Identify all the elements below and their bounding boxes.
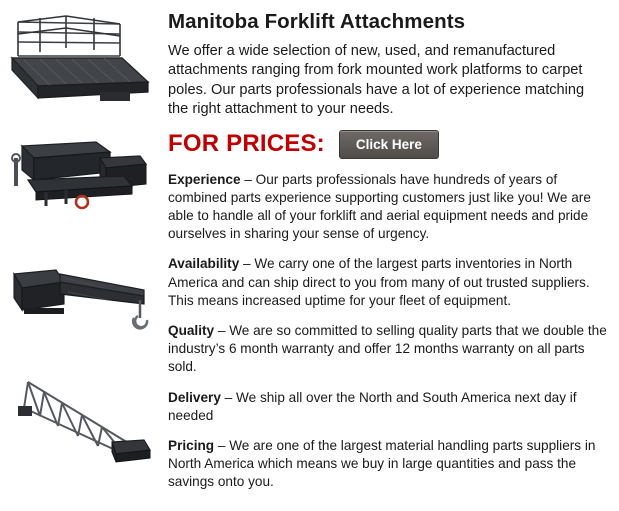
- click-here-button[interactable]: Click Here: [339, 130, 439, 159]
- feature-availability: [168, 255, 607, 310]
- feature-dash-experience: –: [240, 171, 256, 187]
- gallery-item-work-platform-cage[interactable]: [4, 8, 156, 112]
- feature-quality: [168, 322, 607, 377]
- fork-mounted-carriage-icon: [4, 128, 156, 232]
- feature-pricing: [168, 437, 607, 492]
- product-image-gallery: [0, 0, 160, 511]
- content-column: [160, 0, 619, 511]
- intro-paragraph: We offer a wide selection of new, used, and remanufactured attachments ranging from fork mounted work platforms to carpet poles. Our parts professionals have a lot of experience matching the right attachment to your needs.: [168, 43, 585, 118]
- feature-dash-pricing: –: [214, 438, 230, 454]
- feature-delivery: [168, 389, 607, 425]
- feature-text-delivery: We ship all over the North and South America next day if needed: [168, 389, 577, 423]
- feature-dash-quality: –: [214, 323, 230, 339]
- feature-title-experience: Experience: [168, 171, 241, 187]
- feature-title-delivery: Delivery: [168, 389, 221, 405]
- feature-experience: [168, 171, 607, 244]
- feature-text-availability: We carry one of the largest parts inventories in North America and can ship direct to you from many of out trusted suppliers. This means increased uptime for your fleet of equipment.: [168, 256, 590, 308]
- page-title: Manitoba Forklift Attachments: [168, 10, 466, 33]
- boom-crane-jib-icon: [4, 248, 156, 352]
- feature-dash-availability: –: [239, 256, 255, 272]
- for-prices-label: FOR PRICES:: [168, 130, 325, 158]
- feature-title-pricing: Pricing: [168, 438, 215, 454]
- feature-dash-delivery: –: [220, 389, 237, 405]
- gallery-item-fork-mounted-carriage[interactable]: [4, 128, 156, 232]
- gallery-item-boom-crane-jib[interactable]: [4, 248, 156, 352]
- prices-call-to-action: [168, 130, 607, 159]
- feature-text-pricing: We are one of the largest material handling parts suppliers in North America which means we buy in large quantities and pass the savings onto you.: [168, 438, 596, 490]
- feature-title-availability: Availability: [168, 256, 240, 272]
- feature-text-quality: We are so committed to selling quality parts that we double the industry’s 6 month warranty and offer 12 months warranty on all parts sold.: [168, 323, 607, 375]
- gallery-item-truss-boom[interactable]: [4, 368, 156, 472]
- feature-text-experience: Our parts professionals have hundreds of years of combined parts experience supporting customers just like you! We are able to handle all of your forklift and aerial equipment needs and pride ourselves in sharing your sense of urgency.: [168, 171, 591, 242]
- truss-boom-icon: [4, 368, 156, 472]
- feature-title-quality: Quality: [168, 323, 215, 339]
- work-platform-cage-icon: [4, 8, 156, 112]
